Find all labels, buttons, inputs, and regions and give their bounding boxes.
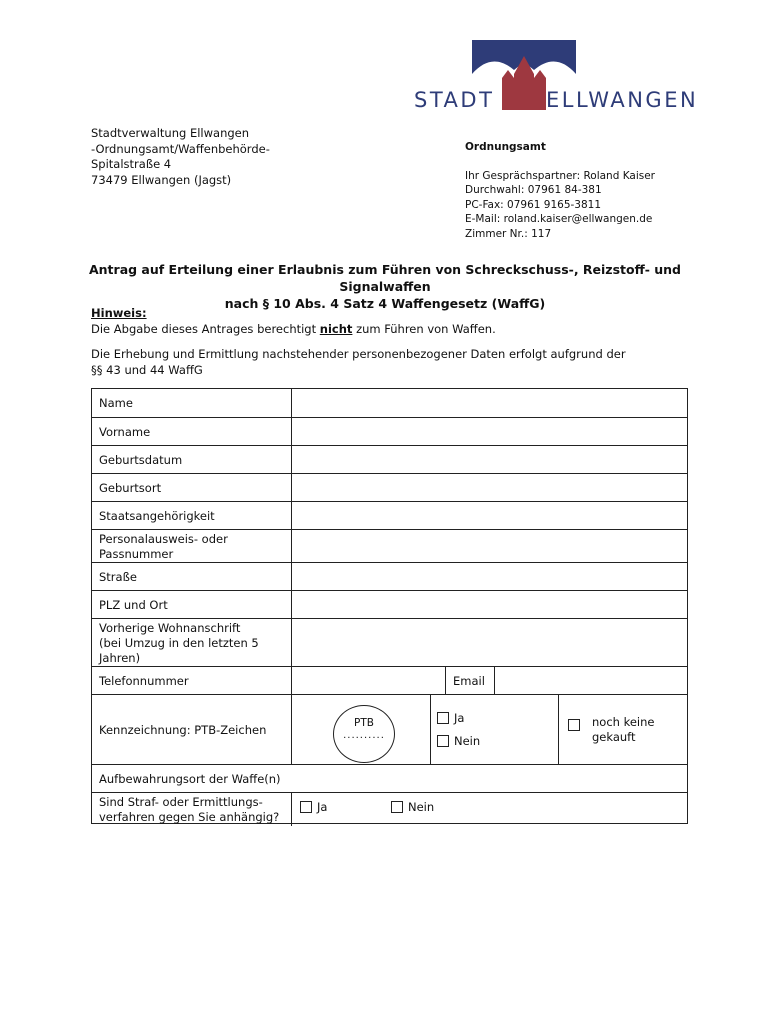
contact-line: Durchwahl: 07961 84-381 [465,184,602,196]
option-label-line: gekauft [592,730,636,744]
label-email: Email [453,674,485,688]
title-line-1: Antrag auf Erteilung einer Erlaubnis zum Führen von Schreckschuss-, Reizstoff- und Signalwaffen [88,262,681,294]
ptb-option-ja[interactable] [437,711,464,725]
label-verfahren [92,793,292,826]
label-geburtsdatum: Geburtsdatum [92,446,292,474]
row-ausweis [92,529,687,563]
contact-block [465,140,655,241]
label-staatsangehoerigkeit: Staatsangehörigkeit [92,502,292,530]
label-ausweis-line: Personalausweis- oder [99,531,228,546]
row-staatsangehoerigkeit [92,501,687,530]
sender-line: Stadtverwaltung Ellwangen [91,126,250,140]
row-strasse [92,562,687,591]
contact-email: E-Mail: roland.kaiser@ellwangen.de [465,213,653,225]
logo-text-stadt: STADT [414,88,495,112]
sender-line: Spitalstraße 4 [91,157,172,171]
label-strasse: Straße [92,563,292,591]
title-line-2: nach § 10 Abs. 4 Satz 4 Waffengesetz (WaffG) [224,296,546,311]
department-name: Ordnungsamt [465,141,546,153]
notes-line-1 [91,321,691,337]
label-name: Name [92,389,292,417]
notes-heading: Hinweis: [91,306,147,320]
notes-text: Die Abgabe dieses Antrages berechtigt [91,322,320,336]
label-aufbewahrungsort: Aufbewahrungsort der Waffe(n) [99,771,281,786]
ptb-stamp-circle [333,705,395,763]
notes-line-2b: §§ 43 und 44 WaffG [91,363,203,377]
option-label-nein: Nein [408,800,435,814]
label-vorherige-wohnanschrift [92,619,292,667]
logo-text-ellwangen: ELLWANGEN [546,88,699,112]
checkbox-verfahren-nein[interactable] [391,801,403,813]
notes-emphasis: nicht [319,322,353,336]
ptb-stamp-text: PTB [354,717,374,729]
label-telefonnummer: Telefonnummer [92,667,292,695]
ptb-stamp-dots: .......... [343,730,385,741]
cell-divider [445,667,446,695]
label-vorherige-line: Jahren) [99,650,141,665]
checkbox-nein[interactable] [437,735,449,747]
label-ausweis-line: Passnummer [99,546,174,561]
row-vorherige-wohnanschrift [92,618,687,667]
label-kennzeichnung: Kennzeichnung: PTB-Zeichen [92,695,292,765]
label-vorname: Vorname [92,418,292,446]
row-name [92,389,687,417]
label-geburtsort: Geburtsort [92,474,292,502]
label-verfahren-line: verfahren gegen Sie anhängig? [99,809,280,824]
row-verfahren [92,792,687,826]
ptb-option-nein[interactable] [437,734,480,748]
contact-line: Zimmer Nr.: 117 [465,227,552,240]
label-plz-ort: PLZ und Ort [92,591,292,619]
verfahren-option-ja[interactable] [300,800,327,814]
cell-divider [494,667,495,695]
verfahren-option-nein[interactable] [391,800,434,814]
notes-section [91,305,691,378]
contact-line: PC-Fax: 07961 9165-3811 [465,198,602,211]
sender-address [91,126,270,188]
row-plz-ort [92,590,687,619]
contact-line: Ihr Gesprächspartner: Roland Kaiser [465,169,655,182]
row-kennzeichnung [92,694,687,765]
notes-text: zum Führen von Waffen. [352,322,496,336]
label-vorherige-line: (bei Umzug in den letzten 5 [99,635,259,650]
checkbox-noch-keine-gekauft[interactable] [568,719,580,731]
sender-line: 73479 Ellwangen (Jagst) [91,172,232,187]
checkbox-verfahren-ja[interactable] [300,801,312,813]
checkbox-ja[interactable] [437,712,449,724]
sender-line: -Ordnungsamt/Waffenbehörde- [91,141,270,156]
label-verfahren-line: Sind Straf- oder Ermittlungs- [99,794,263,809]
row-vorname [92,417,687,446]
notes-line-2a: Die Erhebung und Ermittlung nachstehender personenbezogener Daten erfolgt aufgrund der [91,347,626,361]
label-vorherige-line: Vorherige Wohnanschrift [99,620,241,635]
cell-divider [558,695,559,765]
option-label-ja: Ja [454,711,465,725]
row-aufbewahrungsort [92,764,687,793]
option-label-line: noch keine [592,715,655,729]
option-label-noch-keine-gekauft [592,715,654,745]
row-telefon-email [92,666,687,695]
option-label-ja: Ja [317,800,328,814]
cell-divider [430,695,431,765]
row-geburtsdatum [92,445,687,474]
application-form-table [91,388,688,824]
label-ausweis [92,530,292,563]
option-label-nein: Nein [454,734,481,748]
row-geburtsort [92,473,687,502]
